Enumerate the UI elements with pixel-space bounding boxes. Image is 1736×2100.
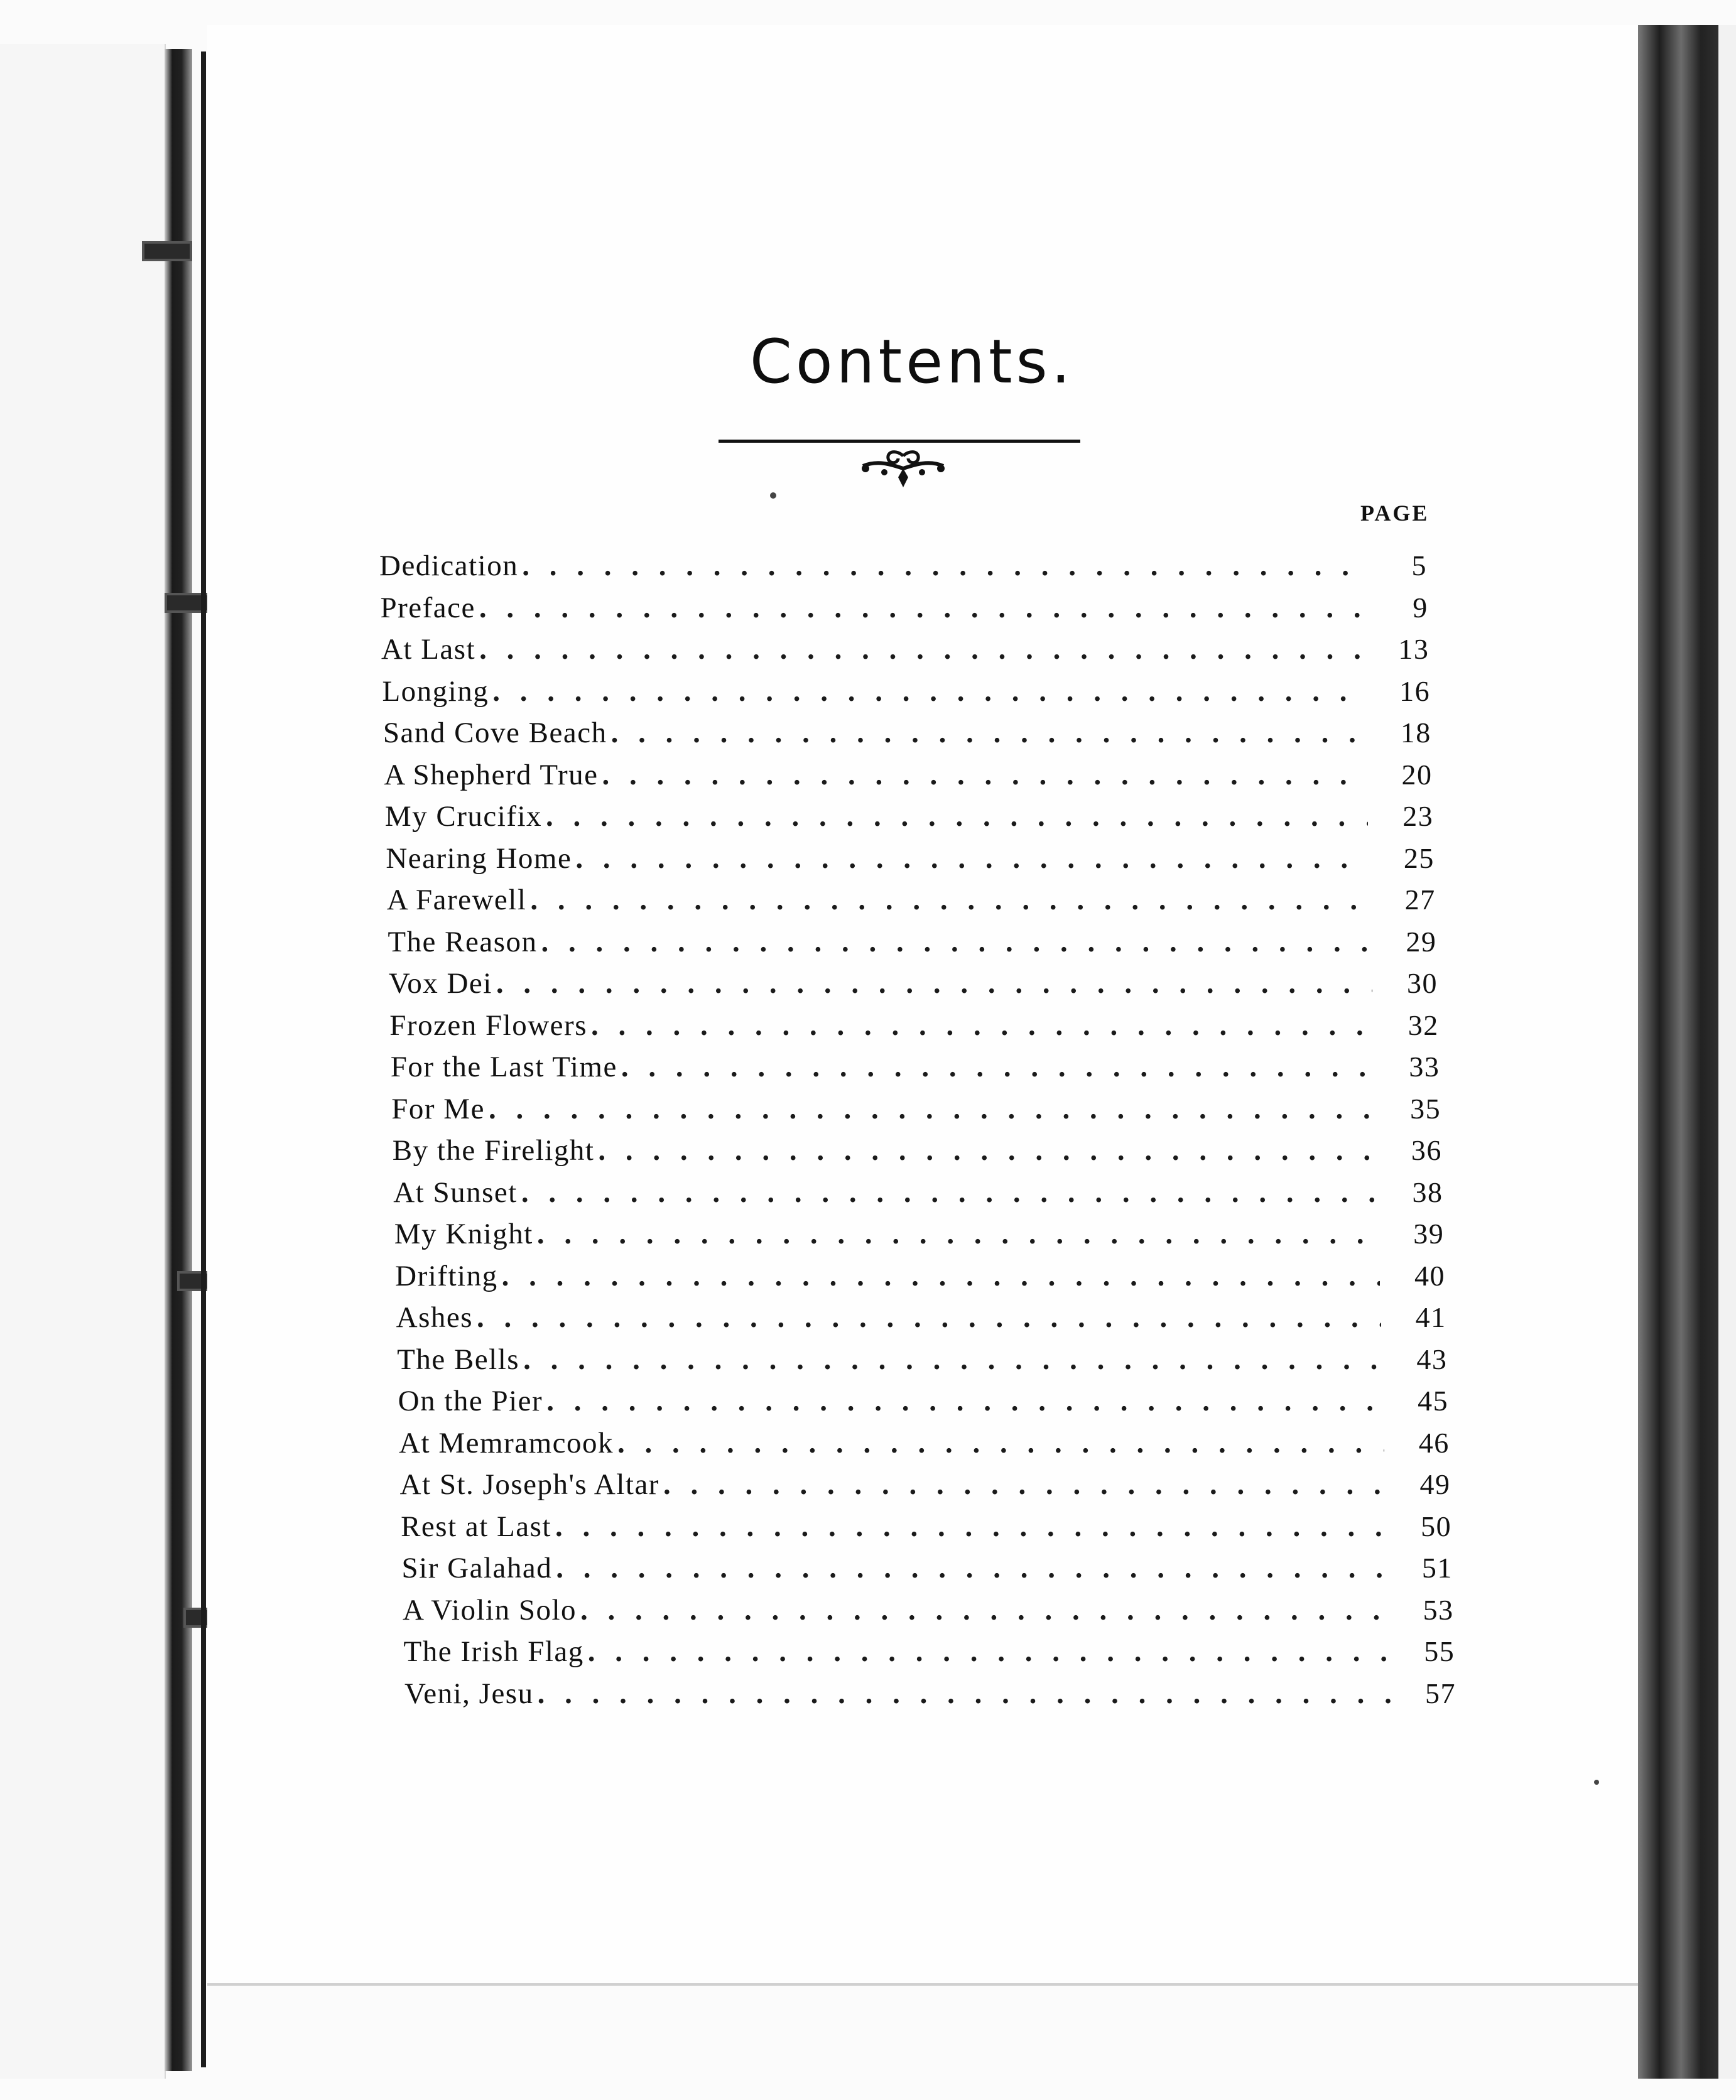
toc-entry <box>396 1297 1446 1338</box>
dot-leader <box>546 1380 1383 1422</box>
toc-entry <box>383 712 1431 754</box>
toc-entry <box>394 1213 1445 1255</box>
toc-entry-page-number: 32 <box>1408 1009 1439 1041</box>
toc-entry <box>393 1172 1443 1213</box>
toc-entry <box>388 921 1436 963</box>
page-title: Contents. <box>749 327 1075 397</box>
toc-entry <box>403 1589 1454 1631</box>
toc-entry-page-number: 9 <box>1413 591 1428 624</box>
binding-stitch <box>142 241 192 261</box>
stray-ink-mark <box>1594 1780 1599 1785</box>
toc-entry <box>404 1673 1456 1714</box>
toc-entry-title: Sir Galahad <box>401 1552 553 1584</box>
toc-entry-page-number: 41 <box>1415 1301 1446 1333</box>
toc-entry <box>391 1046 1440 1088</box>
dot-leader <box>489 1088 1375 1130</box>
toc-entry-page-number: 55 <box>1424 1635 1455 1667</box>
toc-entry <box>395 1255 1445 1297</box>
toc-entry-title: At Memramcook <box>399 1426 614 1459</box>
toc-entry <box>391 1088 1441 1130</box>
toc-entry-page-number: 33 <box>1409 1051 1440 1083</box>
dot-leader <box>621 1046 1375 1088</box>
toc-entry <box>400 1464 1451 1505</box>
toc-entry-page-number: 20 <box>1401 758 1433 791</box>
dot-leader <box>521 1172 1378 1213</box>
toc-entry-title: Dedication <box>379 549 519 582</box>
dot-leader <box>502 1255 1380 1297</box>
toc-entry <box>382 671 1430 712</box>
dot-leader <box>555 1506 1386 1547</box>
toc-entry-title: The Reason <box>388 925 538 958</box>
dot-leader <box>492 671 1365 712</box>
toc-entry-page-number: 35 <box>1410 1092 1441 1125</box>
dot-leader <box>479 629 1364 670</box>
toc-entry-page-number: 5 <box>1411 549 1427 582</box>
toc-entry-title: Veni, Jesu <box>404 1677 534 1710</box>
dot-leader <box>617 1422 1384 1464</box>
title-rule <box>719 440 1080 443</box>
dot-leader <box>556 1547 1387 1589</box>
dot-leader <box>538 1673 1391 1714</box>
dot-leader <box>541 921 1372 963</box>
toc-entry <box>401 1506 1451 1547</box>
toc-entry <box>379 545 1427 587</box>
toc-entry-title: By the Firelight <box>392 1134 595 1167</box>
toc-entry-title: Rest at Last <box>401 1510 551 1543</box>
dot-leader <box>530 879 1370 921</box>
toc-entry-title: Preface <box>380 591 475 624</box>
toc-entry-title: Vox Dei <box>388 967 492 1000</box>
dot-leader <box>588 1631 1389 1672</box>
toc-entry-title: For the Last Time <box>390 1051 617 1083</box>
toc-entry-title: At Last <box>381 633 476 666</box>
toc-entry-page-number: 36 <box>1411 1134 1442 1166</box>
dot-leader <box>479 587 1363 629</box>
dot-leader <box>602 754 1367 796</box>
toc-entry <box>389 1005 1438 1046</box>
toc-entry-page-number: 18 <box>1400 717 1431 749</box>
toc-entry-page-number: 16 <box>1399 674 1431 707</box>
toc-entry <box>384 754 1432 796</box>
toc-entry-page-number: 30 <box>1407 967 1438 999</box>
toc-entry-title: A Shepherd True <box>384 758 599 791</box>
dot-leader <box>523 1339 1382 1380</box>
toc-entry-title: Ashes <box>396 1301 474 1334</box>
flourish-ornament-icon <box>859 447 947 491</box>
dot-leader <box>477 1297 1381 1338</box>
toc-entry-page-number: 51 <box>1421 1552 1453 1584</box>
toc-entry-page-number: 53 <box>1423 1593 1454 1626</box>
toc-entry-page-number: 43 <box>1416 1343 1448 1375</box>
stray-ink-mark <box>770 492 776 499</box>
toc-entry <box>385 796 1433 837</box>
toc-entry-title: At Sunset <box>393 1176 518 1209</box>
toc-entry <box>380 587 1428 629</box>
toc-entry-title: At St. Joseph's Altar <box>399 1468 659 1501</box>
toc-entry-title: My Knight <box>394 1218 533 1250</box>
toc-entry-title: A Farewell <box>386 884 527 916</box>
toc-entry <box>397 1339 1447 1380</box>
toc-entry-page-number: 45 <box>1418 1385 1449 1417</box>
toc-entry-page-number: 13 <box>1398 633 1429 665</box>
dot-leader <box>575 838 1369 879</box>
dot-leader <box>546 796 1368 837</box>
dot-leader <box>663 1464 1386 1505</box>
toc-entry <box>393 1130 1442 1171</box>
toc-entry-page-number: 29 <box>1406 925 1437 958</box>
toc-entry <box>402 1547 1453 1589</box>
toc-entry-page-number: 23 <box>1402 800 1434 832</box>
toc-entry-page-number: 57 <box>1425 1677 1456 1709</box>
toc-entry-title: Sand Cove Beach <box>382 717 607 749</box>
dot-leader <box>496 963 1372 1004</box>
dot-leader <box>580 1589 1389 1631</box>
toc-entry-title: Longing <box>382 674 489 708</box>
toc-entry-title: The Irish Flag <box>403 1635 584 1668</box>
toc-entry <box>386 838 1435 879</box>
toc-entry-title: My Crucifix <box>384 800 543 833</box>
toc-entry <box>389 963 1438 1004</box>
dot-leader <box>537 1213 1379 1255</box>
toc-entry <box>399 1422 1450 1464</box>
toc-entry-page-number: 40 <box>1414 1259 1445 1292</box>
dot-leader <box>611 712 1366 754</box>
toc-entry-title: On the Pier <box>398 1385 543 1417</box>
toc-entry-page-number: 46 <box>1418 1426 1450 1459</box>
toc-entry-title: Nearing Home <box>386 842 572 875</box>
toc-entry-page-number: 49 <box>1419 1468 1451 1500</box>
toc-entry-title: A Violin Solo <box>403 1593 577 1626</box>
toc-entry-page-number: 38 <box>1412 1176 1443 1208</box>
toc-entry-title: For Me <box>391 1092 485 1125</box>
toc-entry <box>404 1631 1455 1672</box>
toc-entry-title: Frozen Flowers <box>389 1009 587 1042</box>
page-column-label: PAGE <box>1360 501 1429 526</box>
toc-entry-page-number: 27 <box>1404 884 1436 916</box>
toc-entry <box>398 1380 1448 1422</box>
toc-entry <box>387 879 1436 921</box>
toc-entry-page-number: 25 <box>1403 842 1435 874</box>
toc-entry <box>381 629 1429 670</box>
dot-leader <box>591 1005 1374 1046</box>
dot-leader <box>598 1130 1376 1171</box>
toc-entry-page-number: 39 <box>1413 1218 1445 1250</box>
toc-entry-page-number: 50 <box>1421 1510 1452 1542</box>
dot-leader <box>522 545 1362 587</box>
toc-entry-title: The Bells <box>397 1343 520 1376</box>
toc-entry-title: Drifting <box>395 1259 498 1292</box>
